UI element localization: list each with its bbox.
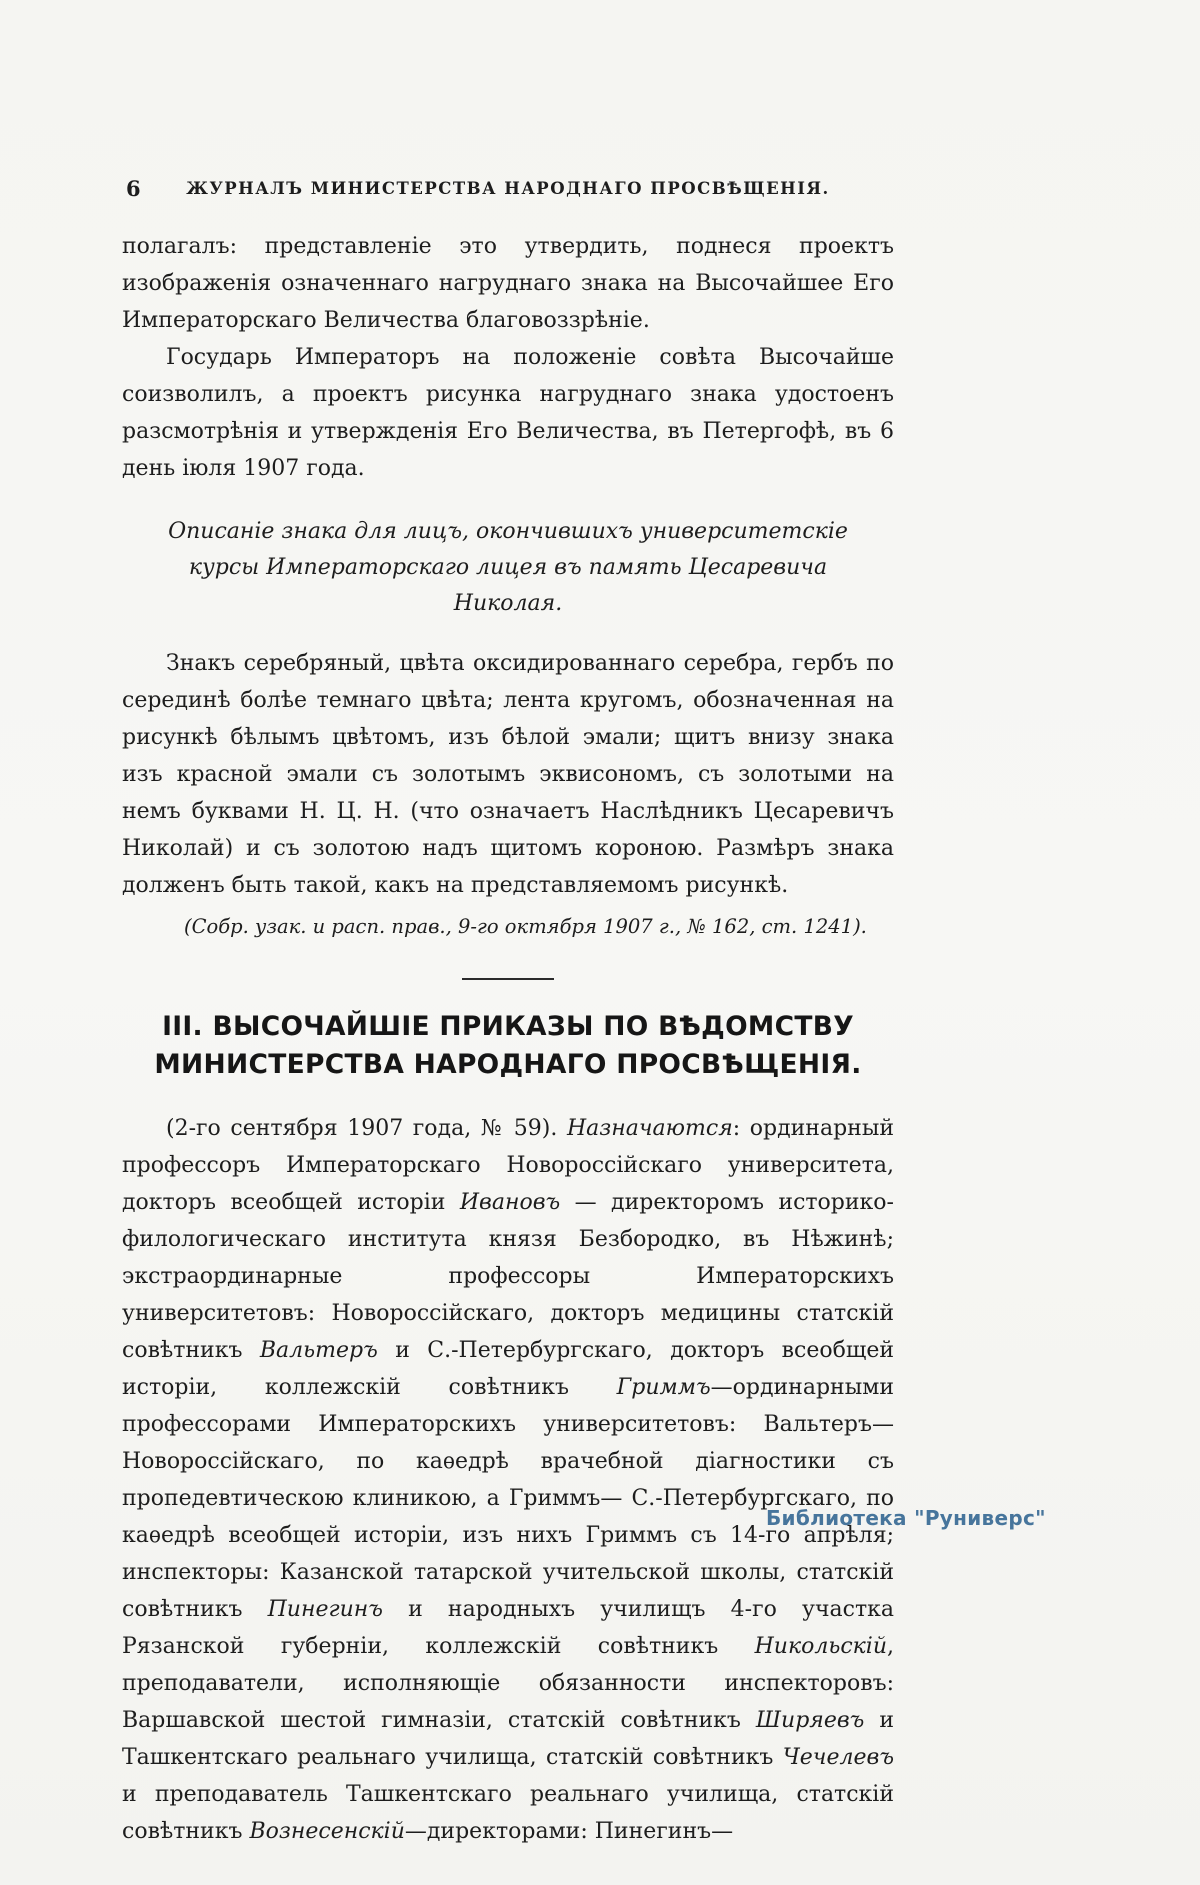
paragraph-appointments: (2-го сентября 1907 года, № 59). Назначаются: ординарный профессоръ Императорскаго Новороссійскаго университета, докторъ всеобщей исторіи Ивановъ — директоромъ историко-филологическаго института князя Безбородко, въ Нѣжинѣ; экстраординарные профессоры Императорскихъ университетовъ: Новороссійскаго, докторъ медицины статскій совѣтникъ Вальтеръ и С.-Петербургскаго, докторъ всеобщей исторіи, коллежскій совѣтникъ Гриммъ—ординарными профессорами Императорскихъ университетовъ: Вальтеръ—Новороссійскаго, по каѳедрѣ врачебной діагностики съ пропедевтическою клиникою, а Гриммъ— С.-Петербургскаго, по каѳедрѣ всеобщей исторіи, изъ нихъ Гриммъ съ 14-го апрѣля; инспекторы: Казанской татарской учительской школы, статскій совѣтникъ Пинегинъ и народныхъ училищъ 4-го участка Рязанской губерніи, коллежскій совѣтникъ Никольскій, преподаватели, исполняющіе обязанности инспекторовъ: Варшавской шестой гимназіи, статскій совѣтникъ Ширяевъ и Ташкентскаго реальнаго училища, статскій совѣтникъ Чечелевъ и преподаватель Ташкентскаго реальнаго училища, статскій совѣтникъ Вознесенскій—директорами: Пинегинъ—: [122, 1116, 894, 1844]
library-watermark: Библиотека "Руниверс": [766, 1506, 1046, 1530]
running-header: [122, 176, 894, 202]
paragraph-badge-description: Знакъ серебряный, цвѣта оксидированнаго серебра, гербъ по серединѣ болѣе темнаго цвѣта; лента кругомъ, обозначенная на рисункѣ бѣлымъ цвѣтомъ, изъ бѣлой эмали; щитъ внизу знака изъ красной эмали съ золотымъ эквисономъ, съ золотыми на немъ буквами Н. Ц. Н. (что означаетъ Наслѣдникъ Цесаревичъ Николай) и съ золотою надъ щитомъ короною. Размѣръ знака долженъ быть такой, какъ на представляемомъ рисункѣ.: [122, 651, 894, 898]
subsection-heading-italic: Описаніе знака для лицъ, окончившихъ университетскіе курсы Императорскаго лицея въ память Цесаревича Николая.: [168, 519, 848, 616]
legal-citation: (Собр. узак. и расп. прав., 9-го октября 1907 г., № 162, ст. 1241).: [184, 915, 867, 938]
section-divider: [462, 978, 554, 980]
page-number: 6: [126, 176, 141, 201]
section-heading: III. ВЫСОЧАЙШІЕ ПРИКАЗЫ ПО ВѢДОМСТВУ МИНИСТЕРСТВА НАРОДНАГО ПРОСВѢЩЕНІЯ.: [154, 1011, 862, 1080]
paragraph-continuation: полагалъ: представленіе это утвердить, поднеся проектъ изображенія означеннаго нагруднаго знака на Высочайшее Его Императорскаго Величества благовоззрѣніе.: [122, 234, 894, 333]
text-block: [122, 176, 894, 1850]
paragraph-decree: Государь Императоръ на положеніе совѣта Высочайше соизволилъ, а проектъ рисунка нагруднаго знака удостоенъ разсмотрѣнія и утвержденія Его Величества, въ Петергофѣ, въ 6 день іюля 1907 года.: [122, 345, 894, 481]
journal-title: ЖУРНАЛЪ МИНИСТЕРСТВА НАРОДНАГО ПРОСВѢЩЕНІЯ.: [186, 179, 830, 198]
